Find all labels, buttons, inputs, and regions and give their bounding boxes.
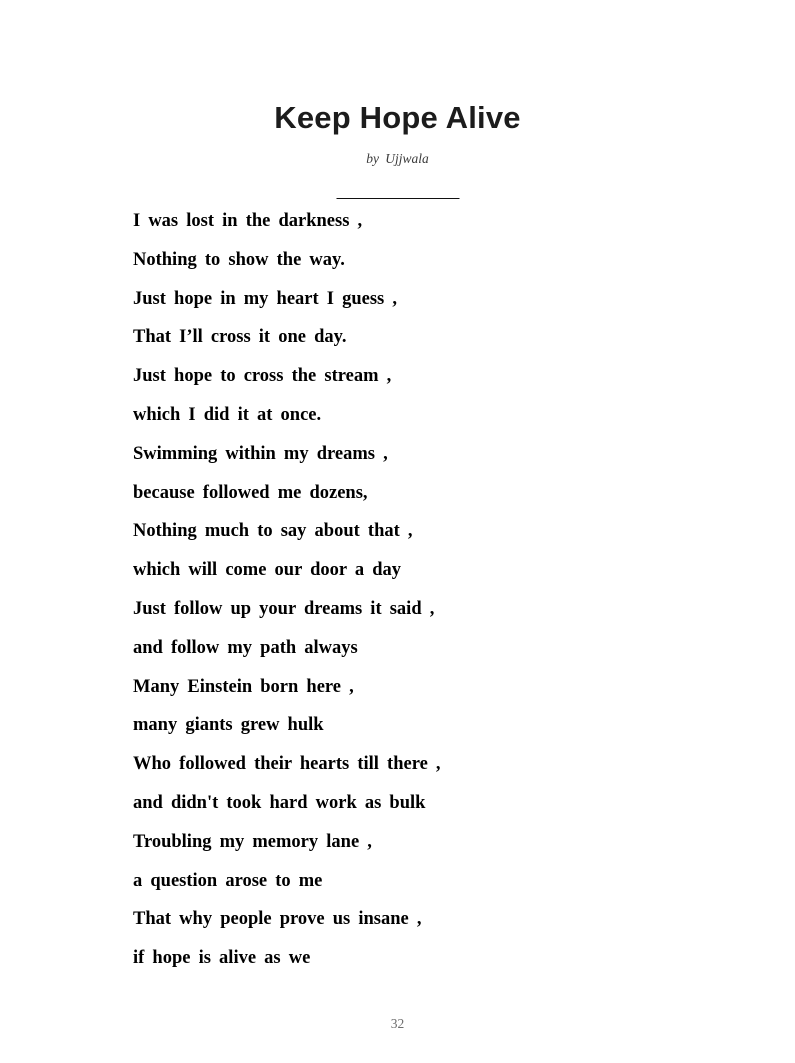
poem-line: Nothing much to say about that ,	[133, 521, 413, 542]
poem-line: and didn't took hard work as bulk	[133, 792, 426, 813]
page-number: 32	[390, 1016, 405, 1031]
poem-line: That why people prove us insane ,	[133, 909, 422, 930]
poem-line: That I’ll cross it one day.	[133, 327, 347, 348]
poem-line: Just hope in my heart I guess ,	[133, 288, 397, 309]
separator-line	[336, 198, 459, 199]
poem-line: which will come our door a day	[133, 560, 402, 581]
poem-line: if hope is alive as we	[133, 948, 311, 969]
poem-line: Troubling my memory lane ,	[133, 831, 372, 852]
poem-line: Nothing to show the way.	[133, 249, 345, 270]
poem-line: Just follow up your dreams it said ,	[133, 598, 435, 619]
poem-line: which I did it at once.	[133, 404, 322, 425]
page-title: Keep Hope Alive	[274, 100, 521, 135]
poem-line: Just hope to cross the stream ,	[133, 366, 392, 387]
poem-line: a question arose to me	[133, 870, 323, 891]
byline: by Ujjwala	[366, 151, 429, 166]
poem-line: Many Einstein born here ,	[133, 676, 354, 697]
poem-line: I was lost in the darkness ,	[133, 211, 363, 231]
poem-body	[133, 202, 745, 978]
poem-line: because followed me dozens,	[133, 482, 368, 503]
poem-line: many giants grew hulk	[133, 715, 324, 736]
poem-line: and follow my path always	[133, 637, 358, 658]
poem-line: Who followed their hearts till there ,	[133, 754, 441, 775]
poem-line: Swimming within my dreams ,	[133, 443, 388, 464]
